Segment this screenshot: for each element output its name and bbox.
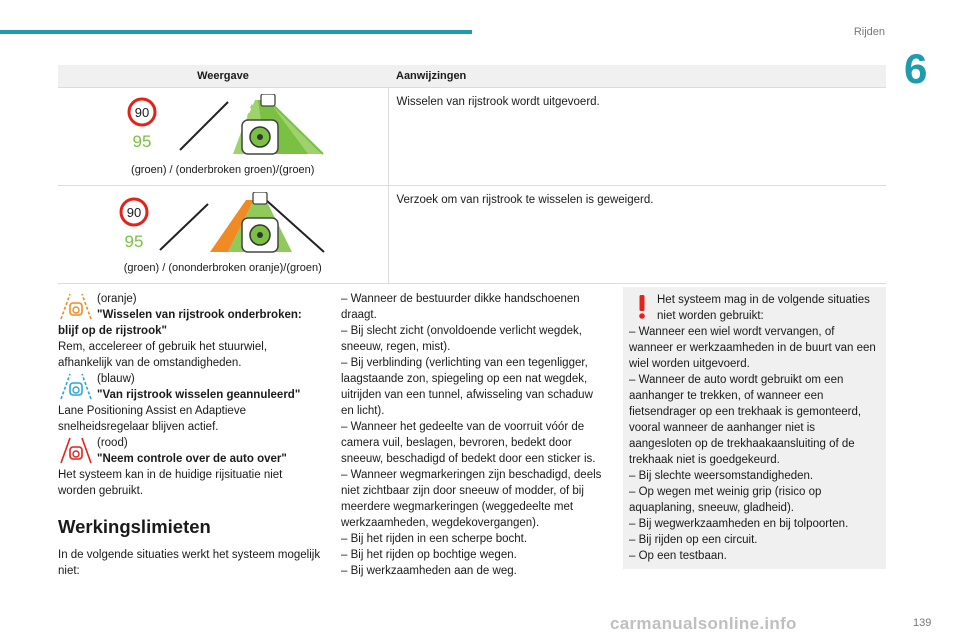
blue-alert-title: "Van rijstrook wisselen geannuleerd" [97, 389, 301, 401]
orange-alert-block [58, 291, 321, 371]
red-alert-title: "Neem controle over de auto over" [97, 453, 287, 465]
section-heading: Werkingslimieten [58, 516, 211, 537]
red-alert-block [58, 435, 321, 499]
red-takeover-alert-icon [58, 435, 94, 465]
orange-color-label: (oranje) [97, 293, 137, 305]
list-item: – Wanneer de auto wordt gebruikt om een aanhanger te trekken, of wanneer een fietsendrager op een trekhaak is gemonteerd, vooral wanneer de aanhanger niet is aangesloten op de trekhaakaansluiting of de trekhaak niet is goedgekeurd. [629, 374, 862, 466]
display-caption: (groen) / (ononderbroken oranje)/(groen) [123, 261, 322, 274]
watermark: carmanualsonline.info [610, 614, 797, 633]
list-item: – Wanneer wegmarkeringen zijn beschadigd, deels niet zichtbaar zijn door sneeuw of modder, of bij meerdere wegmarkeringen (weggedeelte met werkzaamheden, wegdekovergangen). [341, 469, 602, 529]
table-row [58, 185, 886, 283]
list-item: – Op een testbaan. [629, 550, 727, 562]
orange-alert-text: Rem, accelereer of gebruik het stuurwiel, afhankelijk van de omstandigheden. [58, 341, 268, 369]
column-header-weergave: Weergave [58, 65, 388, 87]
display-caption: (groen) / (onderbroken groen)/(groen) [131, 163, 315, 176]
list-item: – Wanneer het gedeelte van de voorruit vóór de camera vuil, beslagen, bevroren, bedekt door sneeuw, beschadigd of bedekt door een sticker is. [341, 421, 596, 465]
speed-sign-bottom: 95 [124, 231, 144, 251]
speed-sign-top: 90 [126, 204, 141, 220]
list-item: – Wanneer een wiel wordt vervangen, of wanneer er werkzaamheden in de buurt van een wiel worden uitgevoerd. [629, 326, 876, 370]
list-item: – Bij werkzaamheden aan de weg. [341, 565, 517, 577]
blue-color-label: (blauw) [97, 373, 135, 385]
list-item: – Bij wegwerkzaamheden en bij tolpoorten. [629, 518, 849, 530]
list-item: – Bij verblinding (verlichting van een tegenligger, laagstaande zon, spiegeling op een nat wegdek, uitrijden van een tunnel, afwisseling van schaduw en licht). [341, 357, 593, 417]
list-item: – Op wegen met weinig grip (risico op aquaplaning, sneeuw, gladheid). [629, 486, 822, 514]
list-item: – Bij het rijden op bochtige wegen. [341, 549, 517, 561]
column-header-aanwijzingen: Aanwijzingen [388, 65, 886, 87]
warning-box [623, 287, 886, 569]
lane-change-refused-illustration [116, 192, 330, 258]
blue-alert-text: Lane Positioning Assist en Adaptieve snelheidsregelaar blijven actief. [58, 405, 246, 433]
list-item: – Wanneer de bestuurder dikke handschoenen draagt. [341, 293, 580, 321]
list-item: – Bij slecht zicht (onvoldoende verlicht wegdek, sneeuw, regen, mist). [341, 325, 582, 353]
instruction-cell: Wisselen van rijstrook wordt uitgevoerd. [388, 87, 886, 185]
orange-lane-alert-icon [58, 291, 94, 321]
section-name: Rijden [853, 26, 885, 38]
speed-sign-top: 90 [134, 104, 149, 120]
chapter-number: 6 [904, 45, 928, 92]
lane-change-green-illustration [118, 94, 328, 160]
limits-intro: In de volgende situaties werkt het systeem mogelijk niet: [58, 549, 321, 577]
orange-alert-title: "Wisselen van rijstrook onderbroken: blijf op de rijstrook" [58, 309, 302, 337]
instruction-cell: Verzoek om van rijstrook te wisselen is geweigerd. [388, 185, 886, 283]
red-color-label: (rood) [97, 437, 128, 449]
blue-alert-block [58, 371, 321, 435]
top-accent-bar [0, 30, 472, 34]
list-item: – Bij slechte weersomstandigheden. [629, 470, 814, 482]
indicator-table [58, 65, 886, 284]
list-item: – Bij rijden op een circuit. [629, 534, 758, 546]
warning-heading [629, 292, 880, 324]
blue-lane-alert-icon [58, 371, 94, 401]
page-number: 139 [913, 617, 932, 629]
warning-heading-text: Het systeem mag in de volgende situaties niet worden gebruikt: [657, 294, 870, 322]
display-cell [58, 185, 388, 283]
left-column [58, 291, 321, 579]
table-row [58, 87, 886, 185]
speed-sign-bottom: 95 [132, 131, 152, 151]
middle-column [341, 291, 603, 579]
red-alert-text: Het systeem kan in de huidige rijsituatie niet worden gebruikt. [58, 469, 283, 497]
list-item: – Bij het rijden in een scherpe bocht. [341, 533, 528, 545]
display-cell [58, 87, 388, 185]
exclamation-warning-icon [635, 294, 649, 320]
